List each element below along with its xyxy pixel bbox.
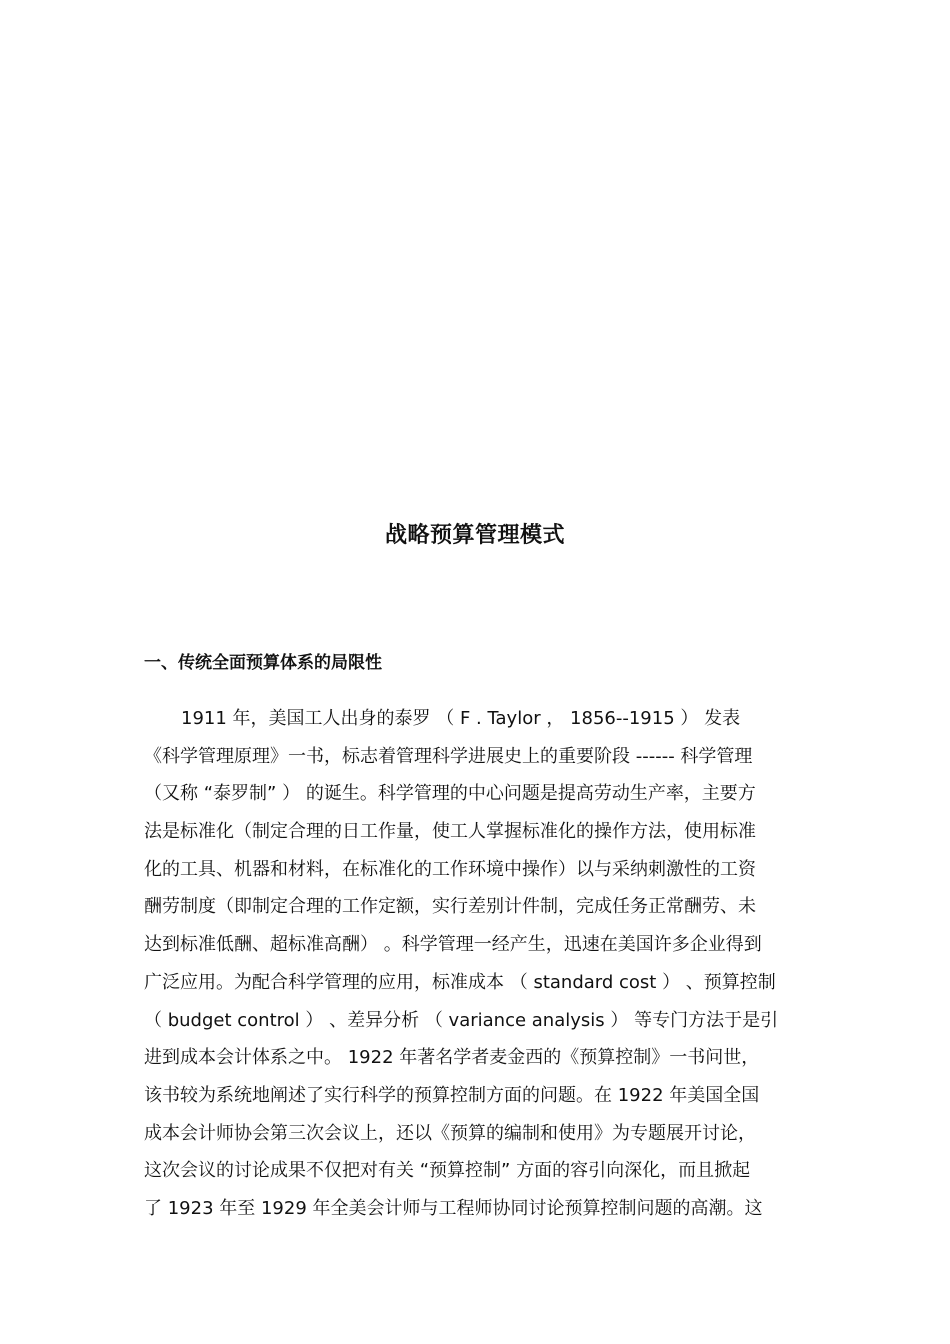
paragraph-line: 化的工具、机器和材料，在标准化的工作环境中操作）以与采纳刺激性的工资	[144, 858, 756, 880]
document-title: 战略预算管理模式	[384, 523, 565, 548]
paragraph-line: 广泛应用。为配合科学管理的应用，标准成本 （ standard cost ） 、预算控制	[144, 971, 776, 993]
paragraph-line: 该书较为系统地阐述了实行科学的预算控制方面的问题。在 1922 年美国全国	[144, 1084, 760, 1106]
paragraph-line: 成本会计师协会第三次会议上，还以《预算的编制和使用》为专题展开讨论，	[144, 1122, 756, 1144]
paragraph-line: 法是标准化（制定合理的日工作量，使工人掌握标准化的操作方法，使用标准	[144, 821, 756, 843]
section-heading: 一、传统全面预算体系的局限性	[144, 653, 382, 673]
paragraph-line: 1911 年，美国工人出身的泰罗 （ F . Taylor ， 1856--1915 ） 发表	[181, 708, 741, 729]
paragraph-line: 进到成本会计体系之中。 1922 年著名学者麦金西的《预算控制》一书问世，	[144, 1047, 760, 1069]
paragraph-line: （又称 “泰罗制” ） 的诞生。科学管理的中心问题是提高劳动生产率，主要方	[144, 783, 756, 805]
paragraph-line: 这次会议的讨论成果不仅把对有关 “预算控制” 方面的容引向深化，而且掀起	[144, 1160, 751, 1182]
paragraph-line: 达到标准低酬、超标准高酬） 。科学管理一经产生，迅速在美国许多企业得到	[144, 934, 762, 956]
paragraph-line: （ budget control ） 、差异分析 （ variance analysis ） 等专门方法于是引	[144, 1009, 779, 1031]
paragraph-line: 了 1923 年至 1929 年全美会计师与工程师协同讨论预算控制问题的高潮。这	[144, 1197, 763, 1219]
paragraph-line: 《科学管理原理》一书，标志着管理科学进展史上的重要阶段 ------ 科学管理	[144, 745, 753, 767]
body-paragraph	[144, 705, 814, 1233]
paragraph-line: 酬劳制度（即制定合理的工作定额，实行差别计件制，完成任务正常酬劳、未	[144, 896, 756, 918]
